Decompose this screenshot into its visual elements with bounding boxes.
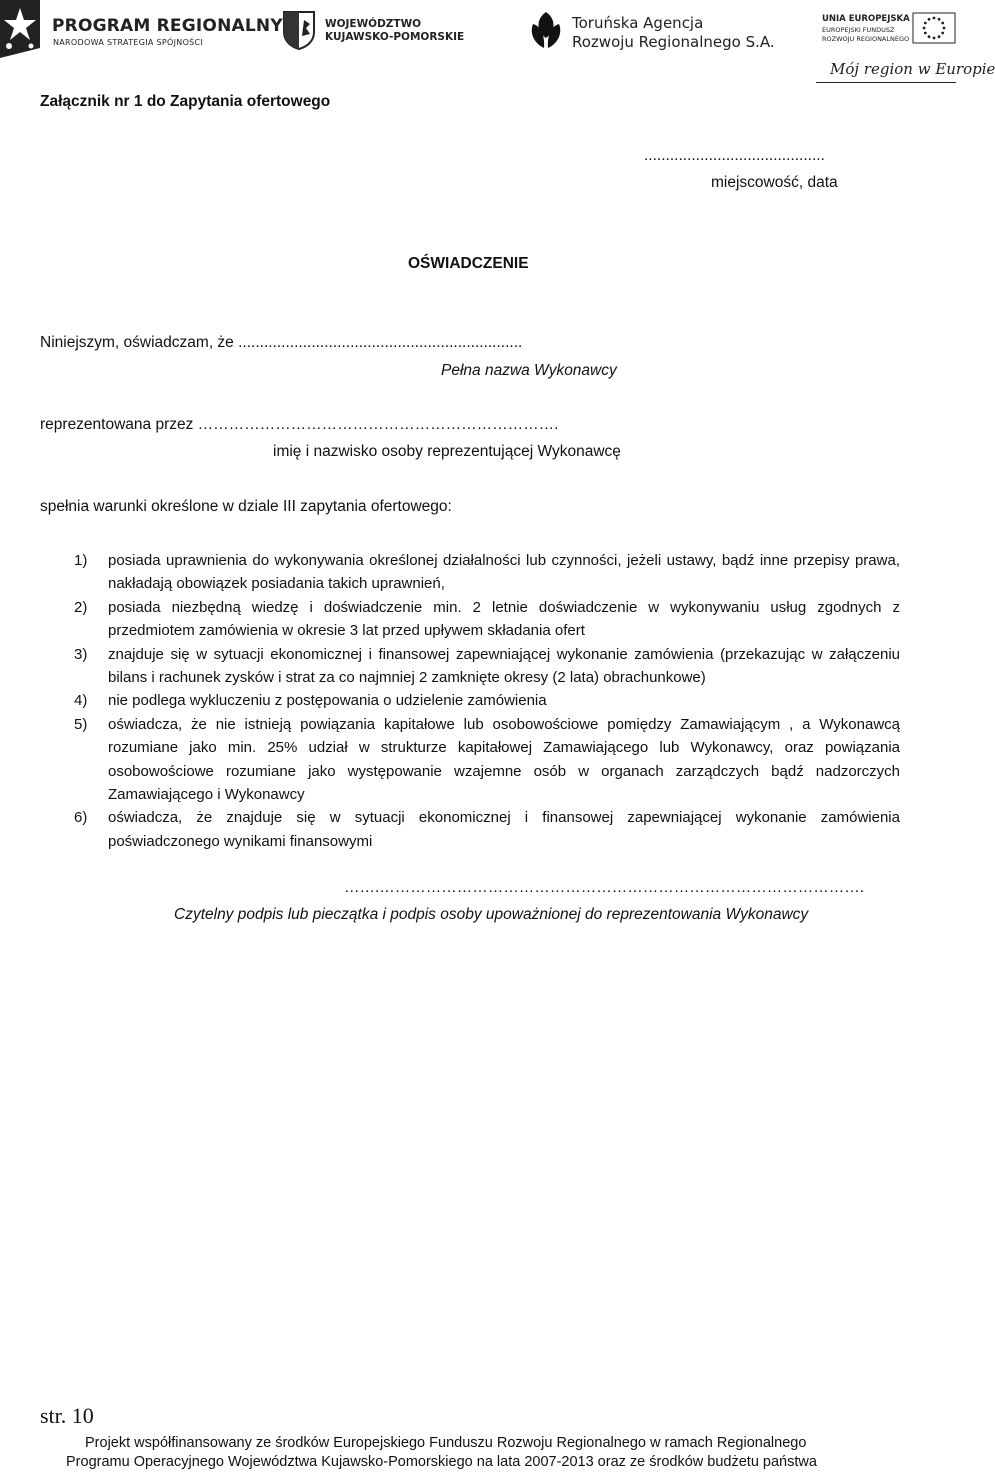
signature-label: Czytelny podpis lub pieczątka i podpis osoby upoważnionej do reprezentowania Wykonawcy	[174, 906, 809, 923]
list-item-number: 2)	[74, 598, 88, 616]
list-item-text: posiada niezbędną wiedzę i doświadczenie min. 2 letnie doświadczenie w wykonywaniu usług zgodnych z przedmiotem zamówienia w okresie 3 lat przed upływem składania ofert	[108, 598, 900, 640]
list-item-text: posiada uprawnienia do wykonywania określonej działalności lub czynności, jeżeli ustawy, bądź inne przepisy prawa, nakładają obowiązek posiadania takich uprawnień,	[108, 552, 900, 593]
agency-logo	[527, 6, 775, 54]
eu-line3: ROZWOJU REGIONALNEGO	[822, 35, 910, 43]
page-number: str. 10	[40, 1403, 94, 1428]
list-item	[40, 643, 900, 690]
list-item	[40, 549, 900, 596]
contractor-name-label: Pełna nazwa Wykonawcy	[441, 362, 617, 379]
declare-line: Niniejszym, oświadczam, że ..................................................................	[40, 334, 523, 351]
list-item-number: 5)	[74, 715, 88, 733]
represented-line: reprezentowana przez …………………………………………………………….	[40, 416, 559, 433]
header-logos	[0, 0, 995, 95]
list-item	[40, 596, 900, 643]
list-item	[40, 713, 900, 807]
list-item	[40, 806, 900, 853]
voivodeship-line1: WOJEWÓDZTWO	[325, 18, 422, 30]
list-item-number: 3)	[74, 645, 88, 663]
motto-rule	[816, 82, 956, 83]
program-subtitle: NARODOWA STRATEGIA SPÓJNOŚCI	[53, 38, 204, 47]
eu-flag-icon	[912, 12, 956, 44]
list-item-number: 4)	[74, 692, 88, 710]
signature-dots: …….………………………………………………………………………………….	[344, 879, 865, 896]
representative-label: imię i nazwisko osoby reprezentującej Wykonawcę	[273, 443, 621, 460]
list-item-number: 1)	[74, 552, 88, 569]
place-date-dots: ..........................................	[644, 147, 825, 164]
list-item-text: oświadcza, że znajduje się w sytuacji ekonomicznej i finansowej zapewniającej wykonanie zamówienia poświadczonego wynikami finansowymi	[108, 809, 900, 850]
list-item-number: 6)	[74, 809, 88, 827]
voivodeship-logo	[282, 10, 465, 54]
program-title: PROGRAM REGIONALNY	[52, 16, 283, 36]
conditions-list	[40, 549, 900, 853]
footer-line2: Programu Operacyjnego Województwa Kujawsko-Pomorskiego na lata 2007-2013 oraz ze środków budżetu państwa	[66, 1454, 817, 1470]
place-date-label: miejscowość, data	[711, 174, 838, 191]
agency-line1: Toruńska Agencja	[572, 14, 704, 32]
document-heading: OŚWIADCZENIE	[408, 255, 529, 272]
conditions-intro: spełnia warunki określone w dziale III zapytania ofertowego:	[40, 498, 452, 515]
list-item-text: nie podlega wykluczeniu z postępowania o udzielenie zamówienia	[108, 692, 547, 710]
list-item	[40, 689, 900, 712]
agency-line2: Rozwoju Regionalnego S.A.	[572, 33, 775, 51]
motto-block	[816, 58, 995, 88]
annex-title: Załącznik nr 1 do Zapytania ofertowego	[40, 93, 331, 110]
leaf-emblem-icon	[527, 8, 565, 52]
footer-line1: Projekt współfinansowany ze środków Europejskiego Funduszu Rozwoju Regionalnego w ramach Regionalnego	[85, 1435, 807, 1451]
motto-text: Mój region w Europie	[830, 60, 995, 78]
eu-logo	[822, 14, 960, 50]
list-item-text: oświadcza, że nie istnieją powiązania kapitałowe lub osobowościowe pomiędzy Zamawiającym , a Wykonawcą rozumiane jako min. 25% udział w strukturze kapitałowej Zamawiającego lub Wykonawcy, oraz powiązania osobowościowe rozumiane jako występowanie wzajemne osób w organach zarządczych bądź nadzorczych Zamawiającego i Wykonawcy	[108, 715, 900, 804]
eu-line1: UNIA EUROPEJSKA	[822, 14, 910, 24]
program-regionalny-logo	[0, 0, 283, 60]
list-item-text: znajduje się w sytuacji ekonomicznej i finansowej zapewniającej wykonanie zamówienia (przekazując w załączeniu bilans i rachunek zysków i strat za co najmniej 2 zamknięte okresy (2 lata) obrachunkowe)	[108, 645, 900, 687]
voivodeship-line2: KUJAWSKO-POMORSKIE	[325, 31, 465, 43]
eu-line2: EUROPEJSKI FUNDUSZ	[822, 26, 895, 34]
coat-of-arms-icon	[282, 10, 316, 50]
star-emblem-icon	[0, 0, 46, 58]
